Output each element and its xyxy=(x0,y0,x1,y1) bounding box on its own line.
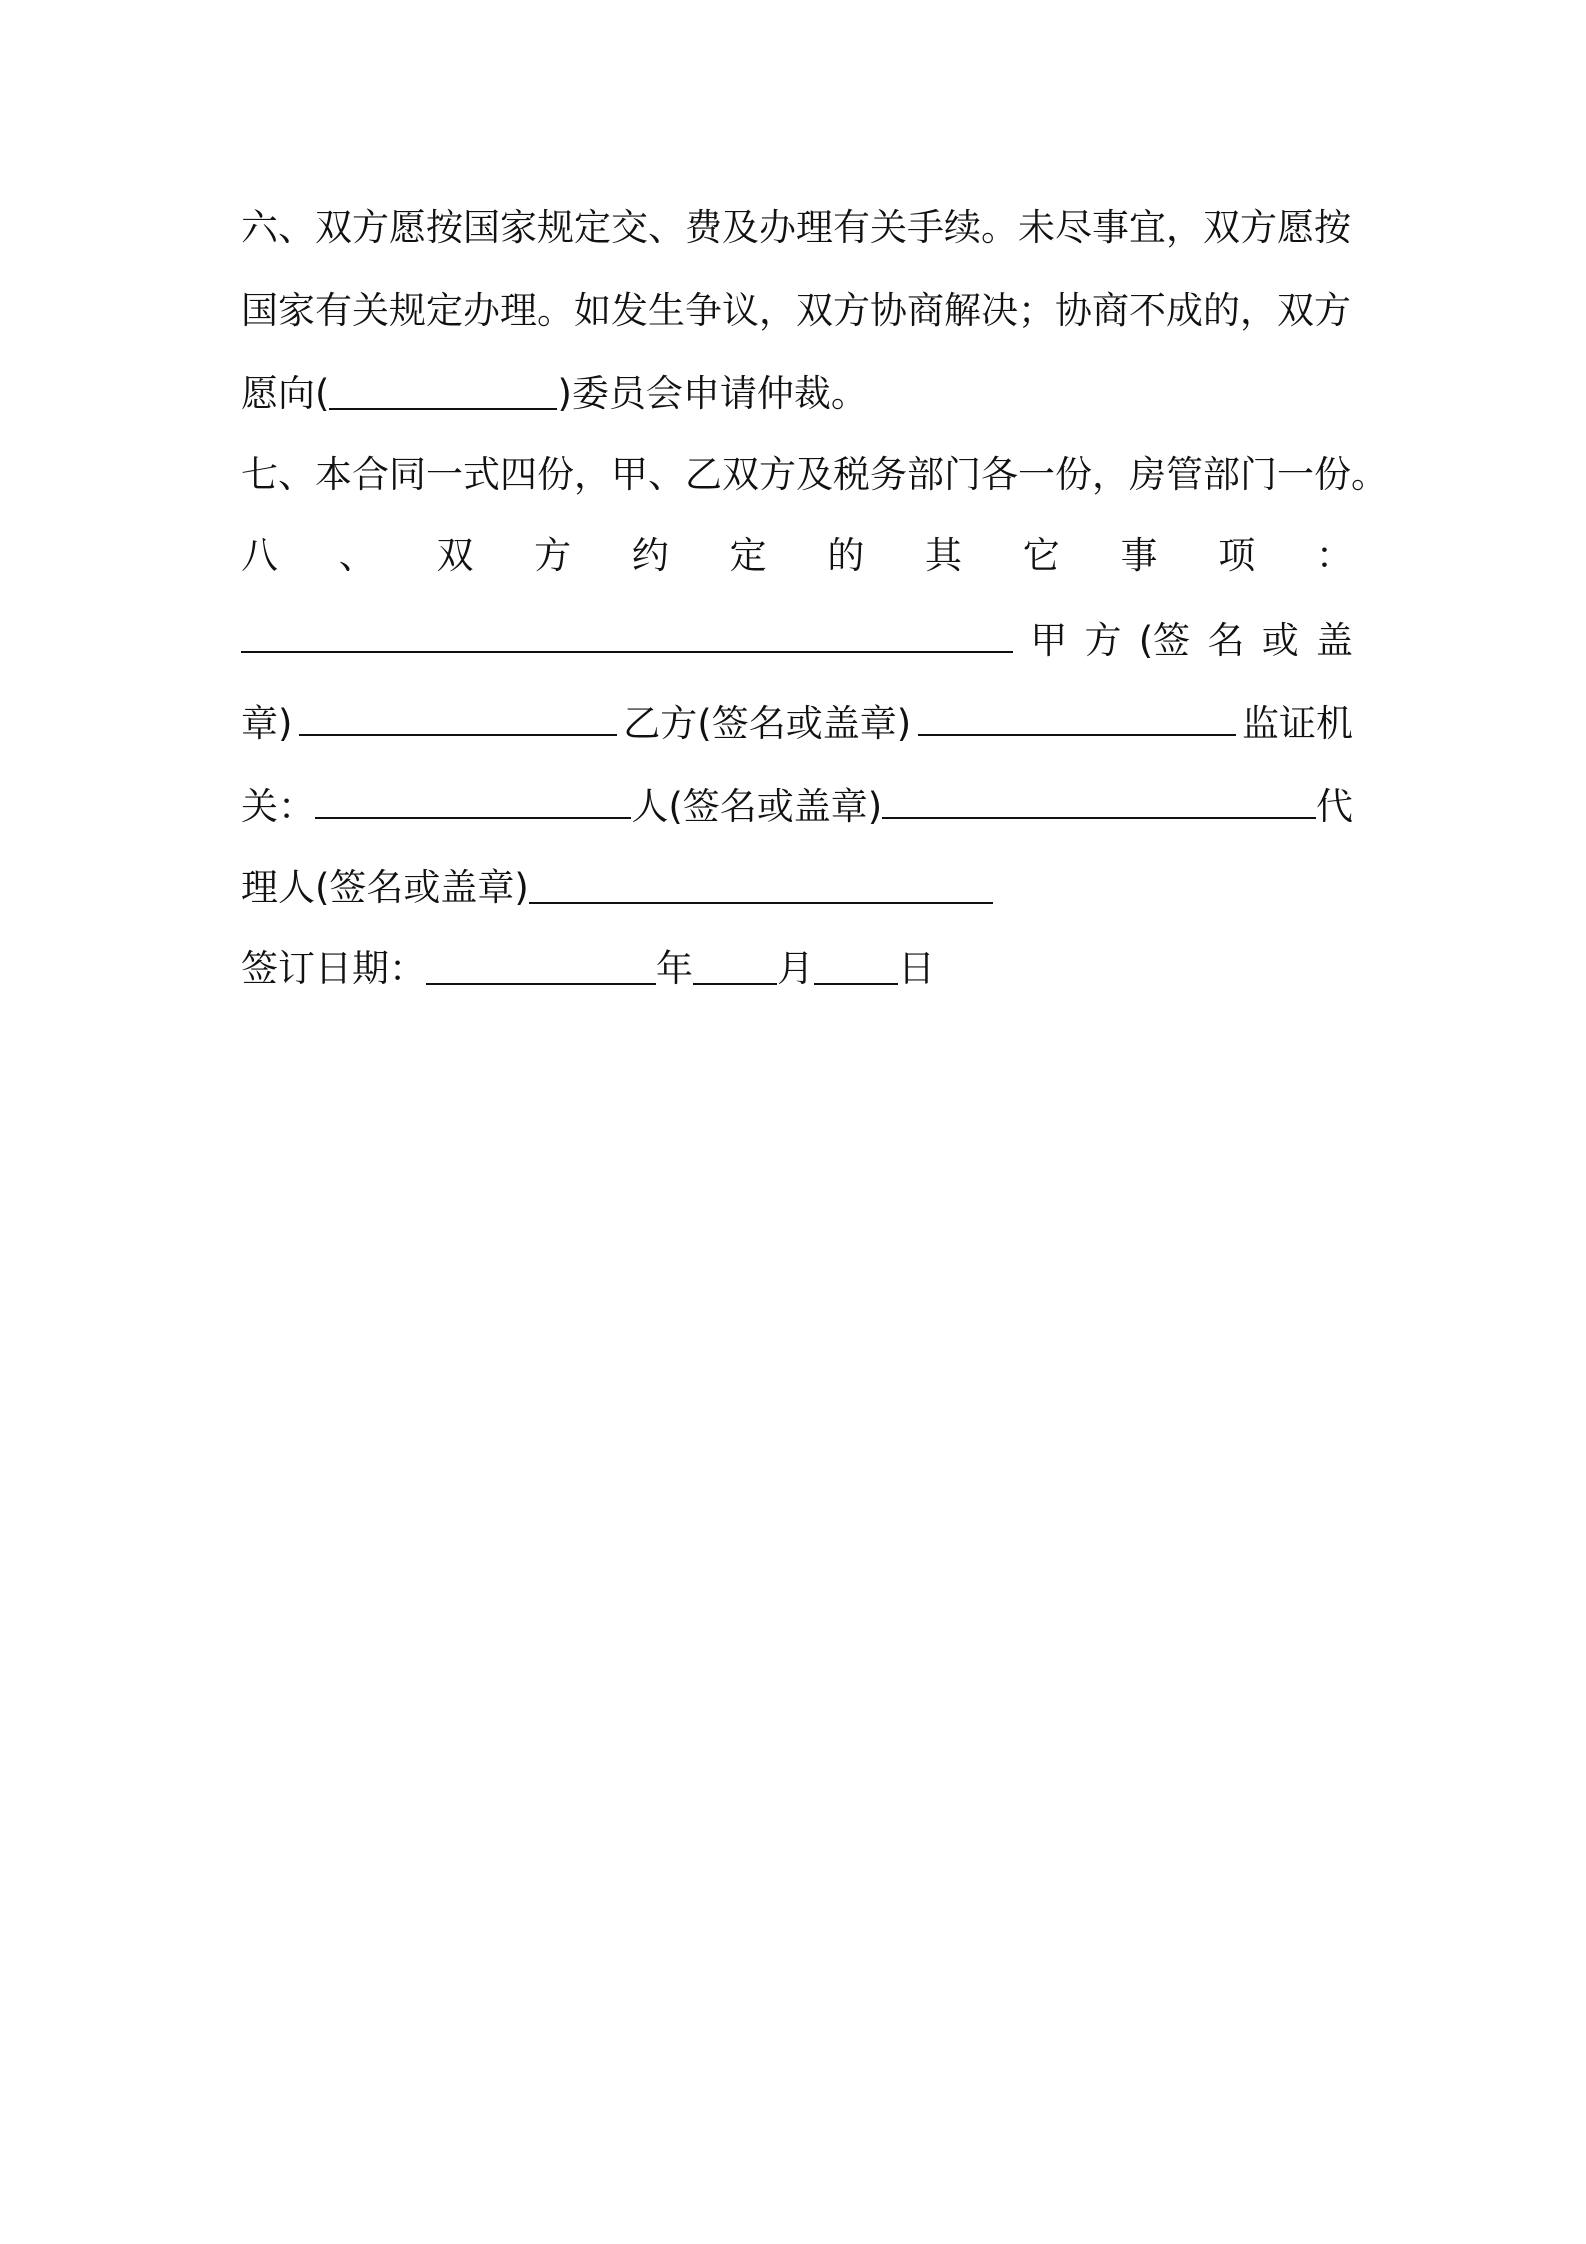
clause-six-line-3 xyxy=(241,366,1353,447)
signature-line-party-b xyxy=(241,694,1353,777)
arbitration-committee-blank[interactable] xyxy=(329,374,557,410)
clause-six-text-2: 国家有关规定办理。如发生争议，双方协商解决；协商不成的，双方 xyxy=(241,289,1351,332)
person-signature-blank[interactable] xyxy=(882,783,1316,819)
day-blank[interactable] xyxy=(814,949,898,985)
clause-six-line-1 xyxy=(241,200,1353,283)
agent-label-pre: 代 xyxy=(1316,785,1353,828)
clause-seven xyxy=(241,447,1388,528)
party-b-signature-blank[interactable] xyxy=(918,700,1236,736)
clause-eight-char: 约 xyxy=(631,534,669,577)
signing-date-line xyxy=(241,941,1353,1024)
clause-eight-char: 双 xyxy=(436,534,474,577)
clause-six-line-2 xyxy=(241,283,1353,366)
signature-line-party-a xyxy=(241,611,1353,694)
clause-six-text-3-post: )委员会申请仲裁。 xyxy=(557,372,868,415)
month-label: 月 xyxy=(777,947,814,990)
party-a-label-char: 或 xyxy=(1261,619,1299,662)
party-a-label-char: 名 xyxy=(1207,619,1245,662)
agent-label-end: 理人(签名或盖章) xyxy=(241,866,529,909)
year-blank[interactable] xyxy=(426,949,656,985)
clause-eight-char: 定 xyxy=(729,534,767,577)
clause-eight-char: 它 xyxy=(1022,534,1060,577)
party-a-signature-blank[interactable] xyxy=(299,700,617,736)
clause-eight-char: 事 xyxy=(1120,534,1158,577)
clause-six-text-1: 六、双方愿按国家规定交、费及办理有关手续。未尽事宜，双方愿按 xyxy=(241,206,1351,249)
clause-six-text-3-pre: 愿向( xyxy=(241,372,330,415)
clause-eight-char: 的 xyxy=(827,534,865,577)
year-label: 年 xyxy=(656,947,693,990)
other-matters-blank[interactable] xyxy=(241,617,1013,653)
clause-eight-char: 八 xyxy=(241,534,278,577)
party-a-label-char: 盖 xyxy=(1315,619,1353,662)
party-a-label-char: 甲 xyxy=(1030,619,1068,662)
signing-date-label: 签订日期： xyxy=(241,947,426,990)
clause-eight-char: ： xyxy=(1315,534,1353,577)
clause-eight-char: 项 xyxy=(1218,534,1256,577)
month-blank[interactable] xyxy=(693,949,777,985)
clause-eight-char: 其 xyxy=(925,534,963,577)
clause-eight xyxy=(241,528,1353,611)
clause-eight-char: 、 xyxy=(338,534,376,577)
supervisor-blank[interactable] xyxy=(315,783,631,819)
party-a-label-char: 方 xyxy=(1084,619,1122,662)
party-a-label-char: (签 xyxy=(1138,619,1191,662)
supervisor-label-pre: 监证机 xyxy=(1242,702,1353,745)
contract-body xyxy=(241,200,1388,1024)
signature-line-supervisor xyxy=(241,777,1353,860)
agent-signature-blank[interactable] xyxy=(529,868,993,904)
clause-seven-text: 七、本合同一式四份，甲、乙双方及税务部门各一份，房管部门一份。 xyxy=(241,453,1388,496)
supervisor-label-end: 关： xyxy=(241,785,315,828)
signature-line-agent xyxy=(241,860,1353,941)
clause-eight-char: 方 xyxy=(534,534,572,577)
person-label: 人(签名或盖章) xyxy=(631,785,883,828)
day-label: 日 xyxy=(898,947,935,990)
party-a-label-end: 章) xyxy=(241,702,293,745)
party-b-label: 乙方(签名或盖章) xyxy=(623,702,912,745)
